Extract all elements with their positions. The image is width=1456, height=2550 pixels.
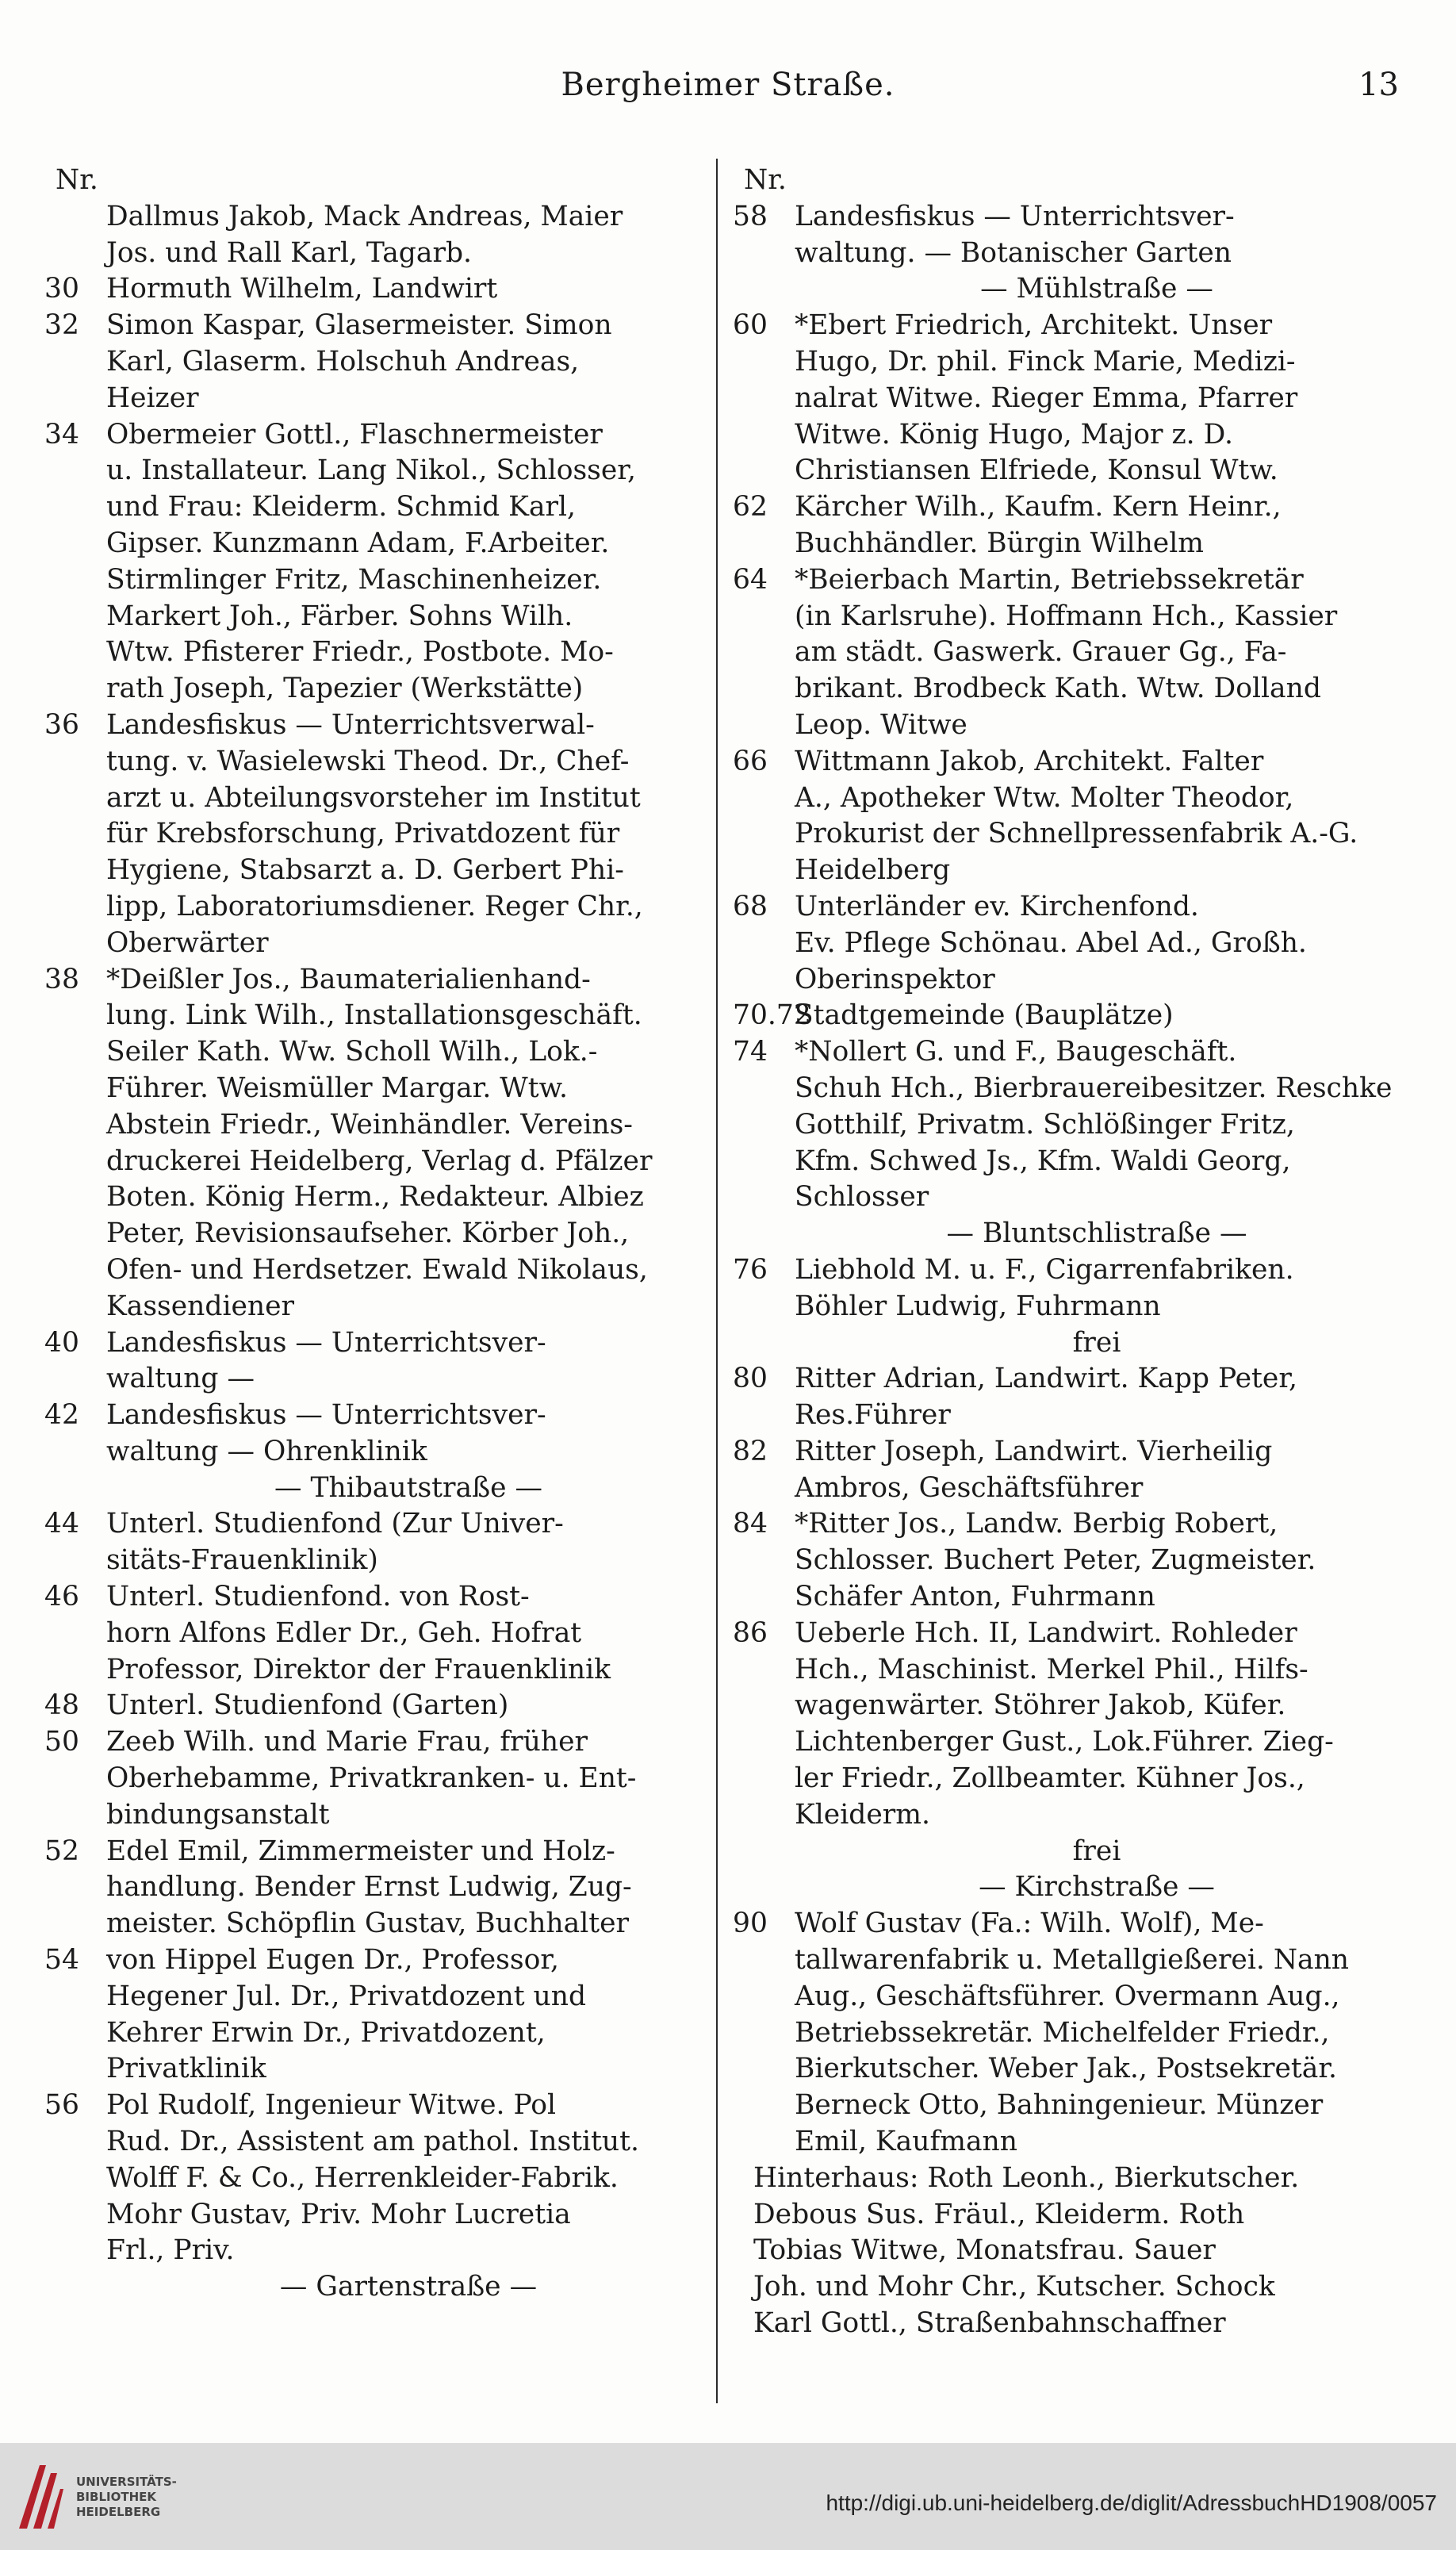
house-number: 44 (44, 1508, 79, 1540)
address-entry (733, 1361, 1399, 1434)
resident-text: Pol Rudolf, Ingenieur Witwe. Pol Rud. Dr., Assistent am pathol. Institut. Wolff F. & Co., Herrenkleider-Fabrik. Mohr Gustav, Priv. Mohr Lucretia Frl., Priv. (106, 2089, 639, 2267)
address-entry (44, 1325, 711, 1398)
street-heading-thibaut: — Thibautstraße — (274, 1471, 543, 1504)
resident-text: Unterl. Studienfond (Zur Univer- sitäts-Frauenklinik) (106, 1508, 564, 1577)
house-number: 30 (44, 273, 79, 305)
address-entry (733, 1034, 1399, 1216)
resident-text: *Beierbach Martin, Betriebssekretär (in Karlsruhe). Hoffmann Hch., Kassier am städt. Gaswerk. Grauer Gg., Fa- brikant. Brodbeck Kath. Wtw. Dolland Leop. Witwe (795, 563, 1338, 741)
address-entry (733, 308, 1399, 489)
resident-text: Landesfiskus — Unterrichtsverwal- tung. v. Wasielewski Theod. Dr., Chef- arzt u. Abteilungsvorsteher im Institut für Krebsforschung, Privatdozent für Hygiene, Stabsarzt a. D. Gerbert Phi- lipp, Laboratoriumsdiener. Reger Chr., Oberwärter (106, 708, 643, 959)
address-entry (44, 417, 711, 707)
address-entry (733, 199, 1399, 272)
resident-text: Zeeb Wilh. und Marie Frau, früher Oberhebamme, Privatkranken- u. Ent- bindungsanstalt (106, 1726, 637, 1831)
running-header (0, 67, 1456, 122)
resident-text: von Hippel Eugen Dr., Professor, Hegener Jul. Dr., Privatdozent und Kehrer Erwin Dr., Privatdozent, Privatklinik (106, 1944, 587, 2085)
right-column (733, 163, 1399, 2342)
resident-text: Landesfiskus — Unterrichtsver- waltung. — Botanischer Garten (795, 200, 1235, 269)
nr-label: Nr. (744, 164, 787, 196)
entry-list (733, 1252, 1399, 1325)
address-entry (44, 2088, 711, 2269)
entry-list (733, 1361, 1399, 1833)
street-heading-kirch: — Kirchstraße — (979, 1871, 1215, 1904)
house-number: 48 (44, 1689, 79, 1722)
resident-text: Landesfiskus — Unterrichtsver- waltung — Ohrenklinik (106, 1399, 546, 1467)
resident-text: Liebhold M. u. F., Cigarrenfabriken. Böhler Ludwig, Fuhrmann (795, 1253, 1294, 1322)
resident-text: Ritter Adrian, Landwirt. Kapp Peter, Res.Führer (795, 1363, 1298, 1432)
address-entry (44, 1942, 711, 2088)
house-number: 40 (44, 1326, 79, 1359)
permalink-url[interactable]: http://digi.ub.uni-heidelberg.de/diglit/AdressbuchHD1908/0057 (826, 2491, 1437, 2515)
left-column (44, 163, 711, 2306)
address-entry (733, 1434, 1399, 1507)
house-number: 74 (733, 1036, 768, 1068)
house-number: 36 (44, 708, 79, 741)
house-number: 46 (44, 1581, 79, 1613)
house-number: 54 (44, 1944, 79, 1977)
address-entry (733, 744, 1399, 889)
address-entry (733, 889, 1399, 998)
address-entry (44, 1579, 711, 1688)
column-divider (716, 159, 718, 2403)
entry-list (44, 1506, 711, 2269)
resident-text: Wittmann Jakob, Architekt. Falter A., Apotheker Wtw. Molter Theodor, Prokurist der Schnellpressenfabrik A.-G. Heidelberg (795, 745, 1358, 887)
resident-text: Ritter Joseph, Landwirt. Vierheilig Ambros, Geschäftsführer (795, 1435, 1273, 1504)
frei-note: frei (1072, 1326, 1121, 1359)
house-number: 42 (44, 1399, 79, 1432)
house-number: 80 (733, 1363, 768, 1395)
address-entry (44, 707, 711, 962)
address-entry (44, 1724, 711, 1833)
house-number: 86 (733, 1616, 768, 1649)
entry-list (733, 1906, 1399, 2161)
address-entry (44, 1834, 711, 1942)
resident-text: Stadtgemeinde (Bauplätze) (795, 999, 1174, 1032)
resident-text: Ueberle Hch. II, Landwirt. Rohleder Hch., Maschinist. Merkel Phil., Hilfs- wagenwärter. Stöhrer Jakob, Küfer. Lichtenberger Gust., Lok.Führer. Zieg- ler Friedr., Zollbeamter. Kühner Jos., Kleiderm. (795, 1616, 1334, 1831)
street-heading-muehl: — Mühlstraße — (980, 273, 1213, 305)
house-number: 58 (733, 200, 768, 232)
address-entry (733, 562, 1399, 744)
resident-text: *Nollert G. und F., Baugeschäft. Schuh Hch., Bierbrauereibesitzer. Reschke Gotthilf, Privatm. Schlößinger Fritz, Kfm. Schwed Js., Kfm. Waldi Georg, Schlosser (795, 1036, 1393, 1214)
entry-list (733, 308, 1399, 1216)
frei-note: frei (1072, 1835, 1121, 1867)
address-entry (44, 962, 711, 1325)
resident-text: Unterl. Studienfond (Garten) (106, 1689, 509, 1722)
address-entry (733, 1252, 1399, 1325)
street-heading-bluntschli: — Bluntschlistraße — (946, 1217, 1247, 1250)
house-number: 76 (733, 1253, 768, 1286)
address-entry (44, 1688, 711, 1724)
address-entry (44, 1506, 711, 1579)
resident-text: Unterl. Studienfond. von Rost- horn Alfons Edler Dr., Geh. Hofrat Professor, Direktor der Frauenklinik (106, 1581, 611, 1685)
address-entry (733, 998, 1399, 1034)
page-number: 13 (1358, 67, 1399, 103)
street-heading-garten: — Gartenstraße — (279, 2271, 538, 2303)
resident-text: Unterländer ev. Kirchenfond. Ev. Pflege Schönau. Abel Ad., Großh. Oberinspektor (795, 890, 1307, 995)
resident-text: Simon Kaspar, Glasermeister. Simon Karl, Glaserm. Holschuh Andreas, Heizer (106, 309, 612, 414)
address-entry (733, 1906, 1399, 2161)
continuation-entry: Dallmus Jakob, Mack Andreas, Maier Jos. und Rall Karl, Tagarb. (106, 200, 623, 269)
house-number: 70.72 (733, 999, 811, 1032)
house-number: 34 (44, 418, 79, 451)
nr-label: Nr. (56, 164, 98, 196)
house-number: 62 (733, 491, 768, 523)
library-logo-text: UNIVERSITÄTS- BIBLIOTHEK HEIDELBERG (76, 2475, 177, 2519)
resident-text: Landesfiskus — Unterrichtsver- waltung — (106, 1326, 546, 1395)
library-logo-icon[interactable] (16, 2460, 65, 2532)
house-number: 56 (44, 2089, 79, 2122)
resident-text: Kärcher Wilh., Kaufm. Kern Heinr., Buchhändler. Bürgin Wilhelm (795, 491, 1282, 559)
resident-text: *Ritter Jos., Landw. Berbig Robert, Schlosser. Buchert Peter, Zugmeister. Schäfer Anton, Fuhrmann (795, 1508, 1316, 1613)
house-number: 66 (733, 745, 768, 777)
house-number: 32 (44, 309, 79, 342)
address-entry (44, 1398, 711, 1471)
resident-text: Obermeier Gottl., Flaschnermeister u. Installateur. Lang Nikol., Schlosser, und Frau: Kleiderm. Schmid Karl, Gipser. Kunzmann Adam, F.Arbeiter. Stirmlinger Fritz, Maschinenheizer. Markert Joh., Färber. Sohns Wilh. Wtw. Pfisterer Friedr., Postbote. Mo- rath Joseph, Tapezier (Werkstätte) (106, 418, 636, 705)
hinterhaus-entry: Hinterhaus: Roth Leonh., Bierkutscher. Debous Sus. Fräul., Kleiderm. Roth Tobias Witwe, Monatsfrau. Sauer Joh. und Mohr Chr., Kutscher. Schock Karl Gottl., Straßenbahnschaffner (753, 2161, 1300, 2340)
house-number: 50 (44, 1726, 79, 1758)
resident-text: Hormuth Wilhelm, Landwirt (106, 273, 498, 305)
footer-bar (0, 2443, 1456, 2550)
address-entry (733, 1506, 1399, 1615)
entry-list (733, 199, 1399, 272)
resident-text: Edel Emil, Zimmermeister und Holz- handlung. Bender Ernst Ludwig, Zug- meister. Schöpflin Gustav, Buchhalter (106, 1835, 632, 1940)
resident-text: *Deißler Jos., Baumaterialienhand- lung. Link Wilh., Installationsgeschäft. Seiler Kath. Ww. Scholl Wilh., Lok.- Führer. Weismüller Margar. Wtw. Abstein Friedr., Weinhändler. Vereins- druckerei Heidelberg, Verlag d. Pfälzer Boten. König Herm., Redakteur. Albiez Peter, Revisionsaufseher. Körber Joh., Ofen- und Herdsetzer. Ewald Nikolaus, Kassendiener (106, 963, 653, 1322)
address-entry (733, 489, 1399, 562)
entry-list (44, 271, 711, 1470)
address-entry (44, 308, 711, 416)
house-number: 82 (733, 1435, 768, 1467)
house-number: 84 (733, 1508, 768, 1540)
resident-text: *Ebert Friedrich, Architekt. Unser Hugo, Dr. phil. Finck Marie, Medizi- nalrat Witwe. Rieger Emma, Pfarrer Witwe. König Hugo, Major z. D. Christiansen Elfriede, Konsul Wtw. (795, 309, 1298, 487)
house-number: 68 (733, 890, 768, 922)
house-number: 38 (44, 963, 79, 995)
address-entry (44, 271, 711, 308)
house-number: 90 (733, 1908, 768, 1940)
house-number: 52 (44, 1835, 79, 1867)
address-entry (733, 1616, 1399, 1834)
page-title: Bergheimer Straße. (561, 67, 895, 103)
resident-text: Wolf Gustav (Fa.: Wilh. Wolf), Me- tallwarenfabrik u. Metallgießerei. Nann Aug., Geschäftsführer. Overmann Aug., Betriebssekretär. Michelfelder Friedr., Bierkutscher. Weber Jak., Postsekretär. Berneck Otto, Bahningenieur. Münzer Emil, Kaufmann (795, 1908, 1350, 2158)
house-number: 60 (733, 309, 768, 342)
house-number: 64 (733, 563, 768, 596)
